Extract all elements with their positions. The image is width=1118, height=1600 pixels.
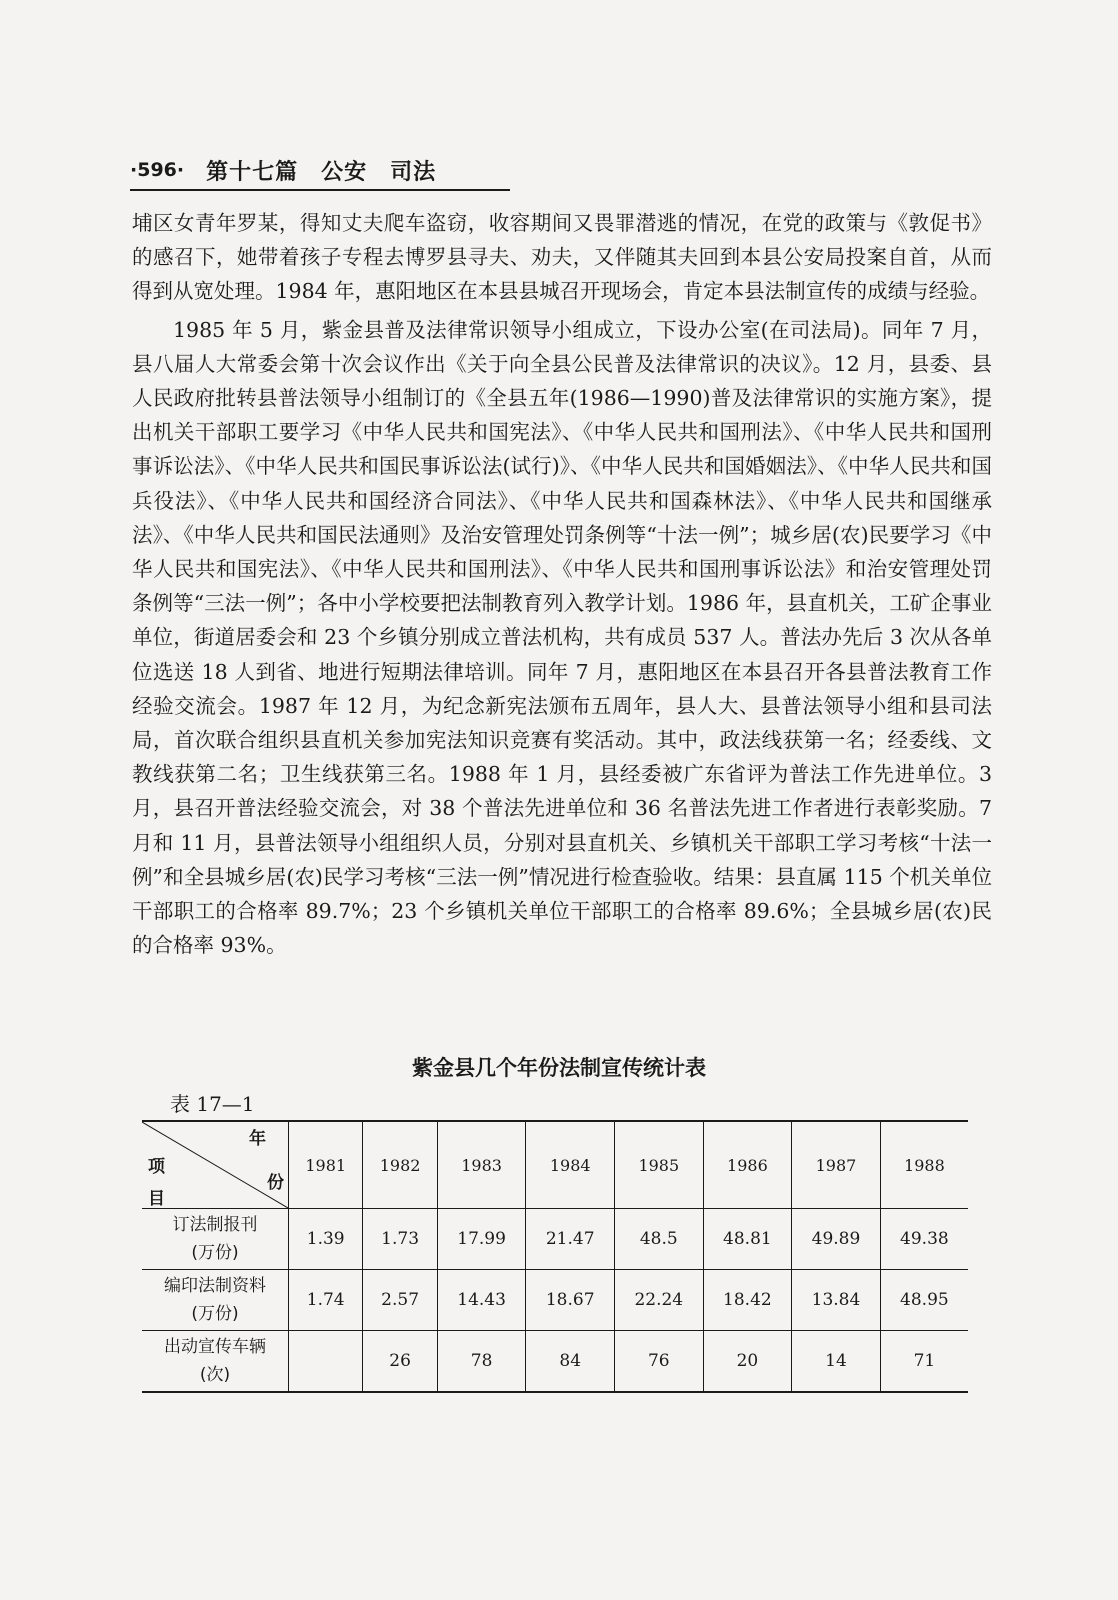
corner-mu: 目 [148, 1189, 165, 1209]
year-header: 1987 [792, 1121, 881, 1209]
table-cell: 26 [363, 1331, 437, 1393]
row-label-main: 订法制报刊 [172, 1215, 258, 1235]
row-label-unit: (万份) [191, 1243, 239, 1263]
table-row [142, 1209, 968, 1270]
table-cell: 49.38 [880, 1209, 968, 1270]
table-label: 表 17—1 [170, 1092, 255, 1116]
table-row [142, 1331, 968, 1393]
table-cell: 49.89 [792, 1209, 881, 1270]
table-cell: 21.47 [526, 1209, 615, 1270]
table-cell: 14.43 [437, 1270, 526, 1331]
table-cell: 48.5 [615, 1209, 704, 1270]
table-cell: 22.24 [615, 1270, 704, 1331]
table-cell: 76 [615, 1331, 704, 1393]
table-cell: 71 [880, 1331, 968, 1393]
body-text [132, 206, 992, 962]
corner-fen: 份 [267, 1173, 284, 1193]
year-header: 1984 [526, 1121, 615, 1209]
table-row [142, 1270, 968, 1331]
paragraph-1: 埔区女青年罗某，得知丈夫爬车盗窃，收容期间又畏罪潜逃的情况，在党的政策与《敦促书》的感召下，她带着孩子专程去博罗县寻夫、劝夫，又伴随其夫回到本县公安局投案自首，从而得到从宽处理。1984 年，惠阳地区在本县县城召开现场会，肯定本县法制宣传的成绩与经验。 [132, 211, 992, 304]
table-cell: 1.73 [363, 1209, 437, 1270]
table-cell: 84 [526, 1331, 615, 1393]
row-label-unit: (万份) [191, 1304, 239, 1324]
header-rule [130, 189, 510, 191]
row-label [142, 1270, 289, 1331]
row-label-main: 编印法制资料 [164, 1276, 266, 1296]
stats-table [142, 1120, 968, 1393]
table-title: 紫金县几个年份法制宣传统计表 [412, 1056, 706, 1080]
year-header: 1982 [363, 1121, 437, 1209]
year-header: 1985 [615, 1121, 704, 1209]
table-cell: 2.57 [363, 1270, 437, 1331]
paragraph-2: 1985 年 5 月，紫金县普及法律常识领导小组成立，下设办公室(在司法局)。同年 7 月，县八届人大常委会第十次会议作出《关于向全县公民普及法律常识的决议》。12 月，县委、县人民政府批转县普法领导小组制订的《全县五年(1986—1990)普及法律常识的实施方案》，提出机关干部职工要学习《中华人民共和国宪法》、《中华人民共和国刑法》、《中华人民共和国刑事诉讼法》、《中华人民共和国民事诉讼法(试行)》、《中华人民共和国婚姻法》、《中华人民共和国兵役法》、《中华人民共和国经济合同法》、《中华人民共和国森林法》、《中华人民共和国继承法》、《中华人民共和国民法通则》及治安管理处罚条例等“十法一例”；城乡居(农)民要学习《中华人民共和国宪法》、《中华人民共和国刑法》、《中华人民共和国刑事诉讼法》和治安管理处罚条例等“三法一例”；各中小学校要把法制教育列入教学计划。1986 年，县直机关，工矿企事业单位，街道居委会和 23 个乡镇分别成立普法机构，共有成员 537 人。普法办先后 3 次从各单位选送 18 人到省、地进行短期法律培训。同年 7 月，惠阳地区在本县召开各县普法教育工作经验交流会。1987 年 12 月，为纪念新宪法颁布五周年，县人大、县普法领导小组和县司法局，首次联合组织县直机关参加宪法知识竞赛有奖活动。其中，政法线获第一名；经委线、文教线获第二名；卫生线获第三名。1988 年 1 月，县经委被广东省评为普法工作先进单位。3 月，县召开普法经验交流会，对 38 个普法先进单位和 36 名普法先进工作者进行表彰奖励。7 月和 11 月，县普法领导小组组织人员，分别对县直机关、乡镇机关干部职工学习考核“十法一例”和全县城乡居(农)民学习考核“三法一例”情况进行检查验收。结果：县直属 115 个机关单位干部职工的合格率 89.7%；23 个乡镇机关单位干部职工的合格率 89.6%；全县城乡居(农)民的合格率 93%。 [132, 317, 992, 958]
table-cell: 78 [437, 1331, 526, 1393]
page-header [130, 150, 510, 190]
corner-header-cell [142, 1121, 289, 1209]
chapter-title: 第十七篇 公安 司法 [206, 159, 437, 185]
table-cell: 14 [792, 1331, 881, 1393]
table-cell: 13.84 [792, 1270, 881, 1331]
year-header: 1988 [880, 1121, 968, 1209]
row-label-main: 出动宣传车辆 [164, 1337, 266, 1357]
table-cell [289, 1331, 363, 1393]
year-header: 1983 [437, 1121, 526, 1209]
table-cell: 1.39 [289, 1209, 363, 1270]
table-cell: 48.95 [880, 1270, 968, 1331]
row-label-unit: (次) [199, 1365, 231, 1385]
row-label [142, 1331, 289, 1393]
year-header: 1986 [703, 1121, 792, 1209]
table-cell: 18.42 [703, 1270, 792, 1331]
header-row [142, 1121, 968, 1209]
table-cell: 18.67 [526, 1270, 615, 1331]
table-cell: 1.74 [289, 1270, 363, 1331]
year-header: 1981 [289, 1121, 363, 1209]
page-number: ·596· [130, 159, 185, 181]
corner-year: 年 [249, 1129, 266, 1149]
corner-xiang: 项 [148, 1157, 165, 1177]
row-label [142, 1209, 289, 1270]
table-cell: 20 [703, 1331, 792, 1393]
table-cell: 48.81 [703, 1209, 792, 1270]
table-cell: 17.99 [437, 1209, 526, 1270]
